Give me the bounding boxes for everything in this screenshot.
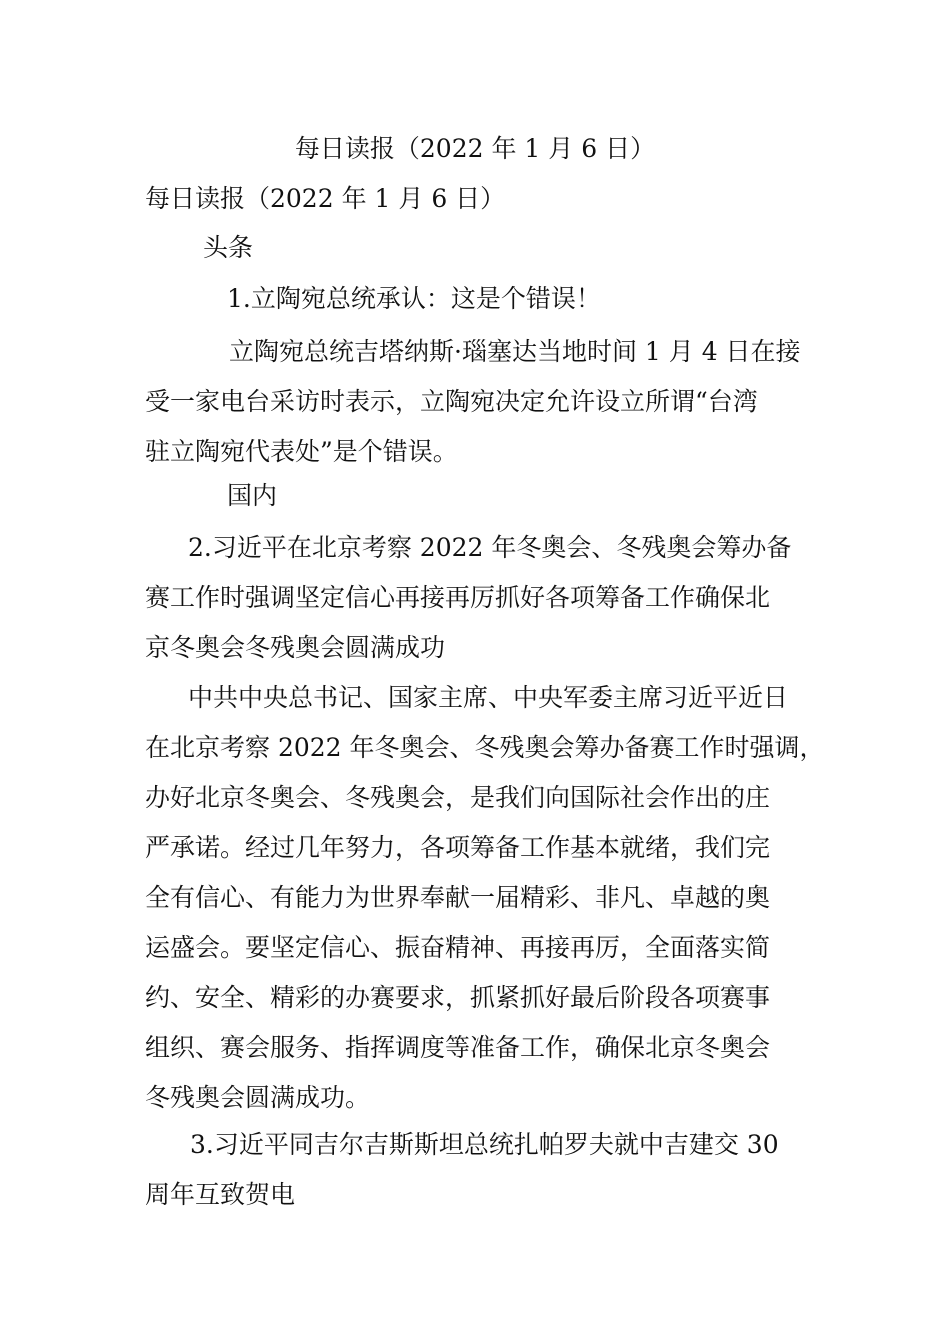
document-subtitle: 每日读报（2022 年 1 月 6 日）: [145, 184, 506, 213]
section-domestic: 国内: [227, 481, 278, 510]
item1-heading: 1.立陶宛总统承认：这是个错误！: [227, 284, 601, 313]
item2-body-line: 运盛会。要坚定信心、振奋精神、再接再厉，全面落实简: [145, 933, 771, 962]
item2-body: [145, 673, 825, 1123]
item2-body-line: 全有信心、有能力为世界奉献一届精彩、非凡、卓越的奥: [145, 883, 771, 912]
item1-body-line: 驻立陶宛代表处”是个错误。: [145, 437, 458, 466]
item1-body-line: 受一家电台采访时表示，立陶宛决定允许设立所谓“台湾: [145, 387, 758, 416]
document-title: 每日读报（2022 年 1 月 6 日）: [294, 134, 656, 163]
item1-body-line: 立陶宛总统吉塔纳斯·瑙塞达当地时间 1 月 4 日在接: [229, 337, 801, 366]
item2-heading-line: 2.习近平在北京考察 2022 年冬奥会、冬残奥会筹办备: [188, 533, 792, 562]
item2-heading: [145, 523, 825, 673]
item2-body-line: 冬残奥会圆满成功。: [145, 1083, 371, 1112]
item3-heading-line: 周年互致贺电: [145, 1180, 296, 1209]
item2-body-line: 约、安全、精彩的办赛要求，抓紧抓好最后阶段各项赛事: [145, 983, 771, 1012]
item2-body-line: 在北京考察 2022 年冬奥会、冬残奥会筹办备赛工作时强调，: [145, 733, 825, 762]
item2-heading-line: 赛工作时强调坚定信心再接再厉抓好各项筹备工作确保北: [145, 583, 771, 612]
item2-body-line: 组织、赛会服务、指挥调度等准备工作，确保北京冬奥会: [145, 1033, 771, 1062]
section-headline: 头条: [203, 233, 254, 262]
item1-body: [145, 327, 825, 477]
item2-body-line: 中共中央总书记、国家主席、中央军委主席习近平近日: [188, 683, 789, 712]
item3-heading-line: 3.习近平同吉尔吉斯斯坦总统扎帕罗夫就中吉建交 30: [190, 1130, 779, 1159]
item2-body-line: 严承诺。经过几年努力，各项筹备工作基本就绪，我们完: [145, 833, 771, 862]
item3-heading: [145, 1120, 825, 1220]
item2-body-line: 办好北京冬奥会、冬残奥会，是我们向国际社会作出的庄: [145, 783, 771, 812]
item2-heading-line: 京冬奥会冬残奥会圆满成功: [145, 633, 446, 662]
